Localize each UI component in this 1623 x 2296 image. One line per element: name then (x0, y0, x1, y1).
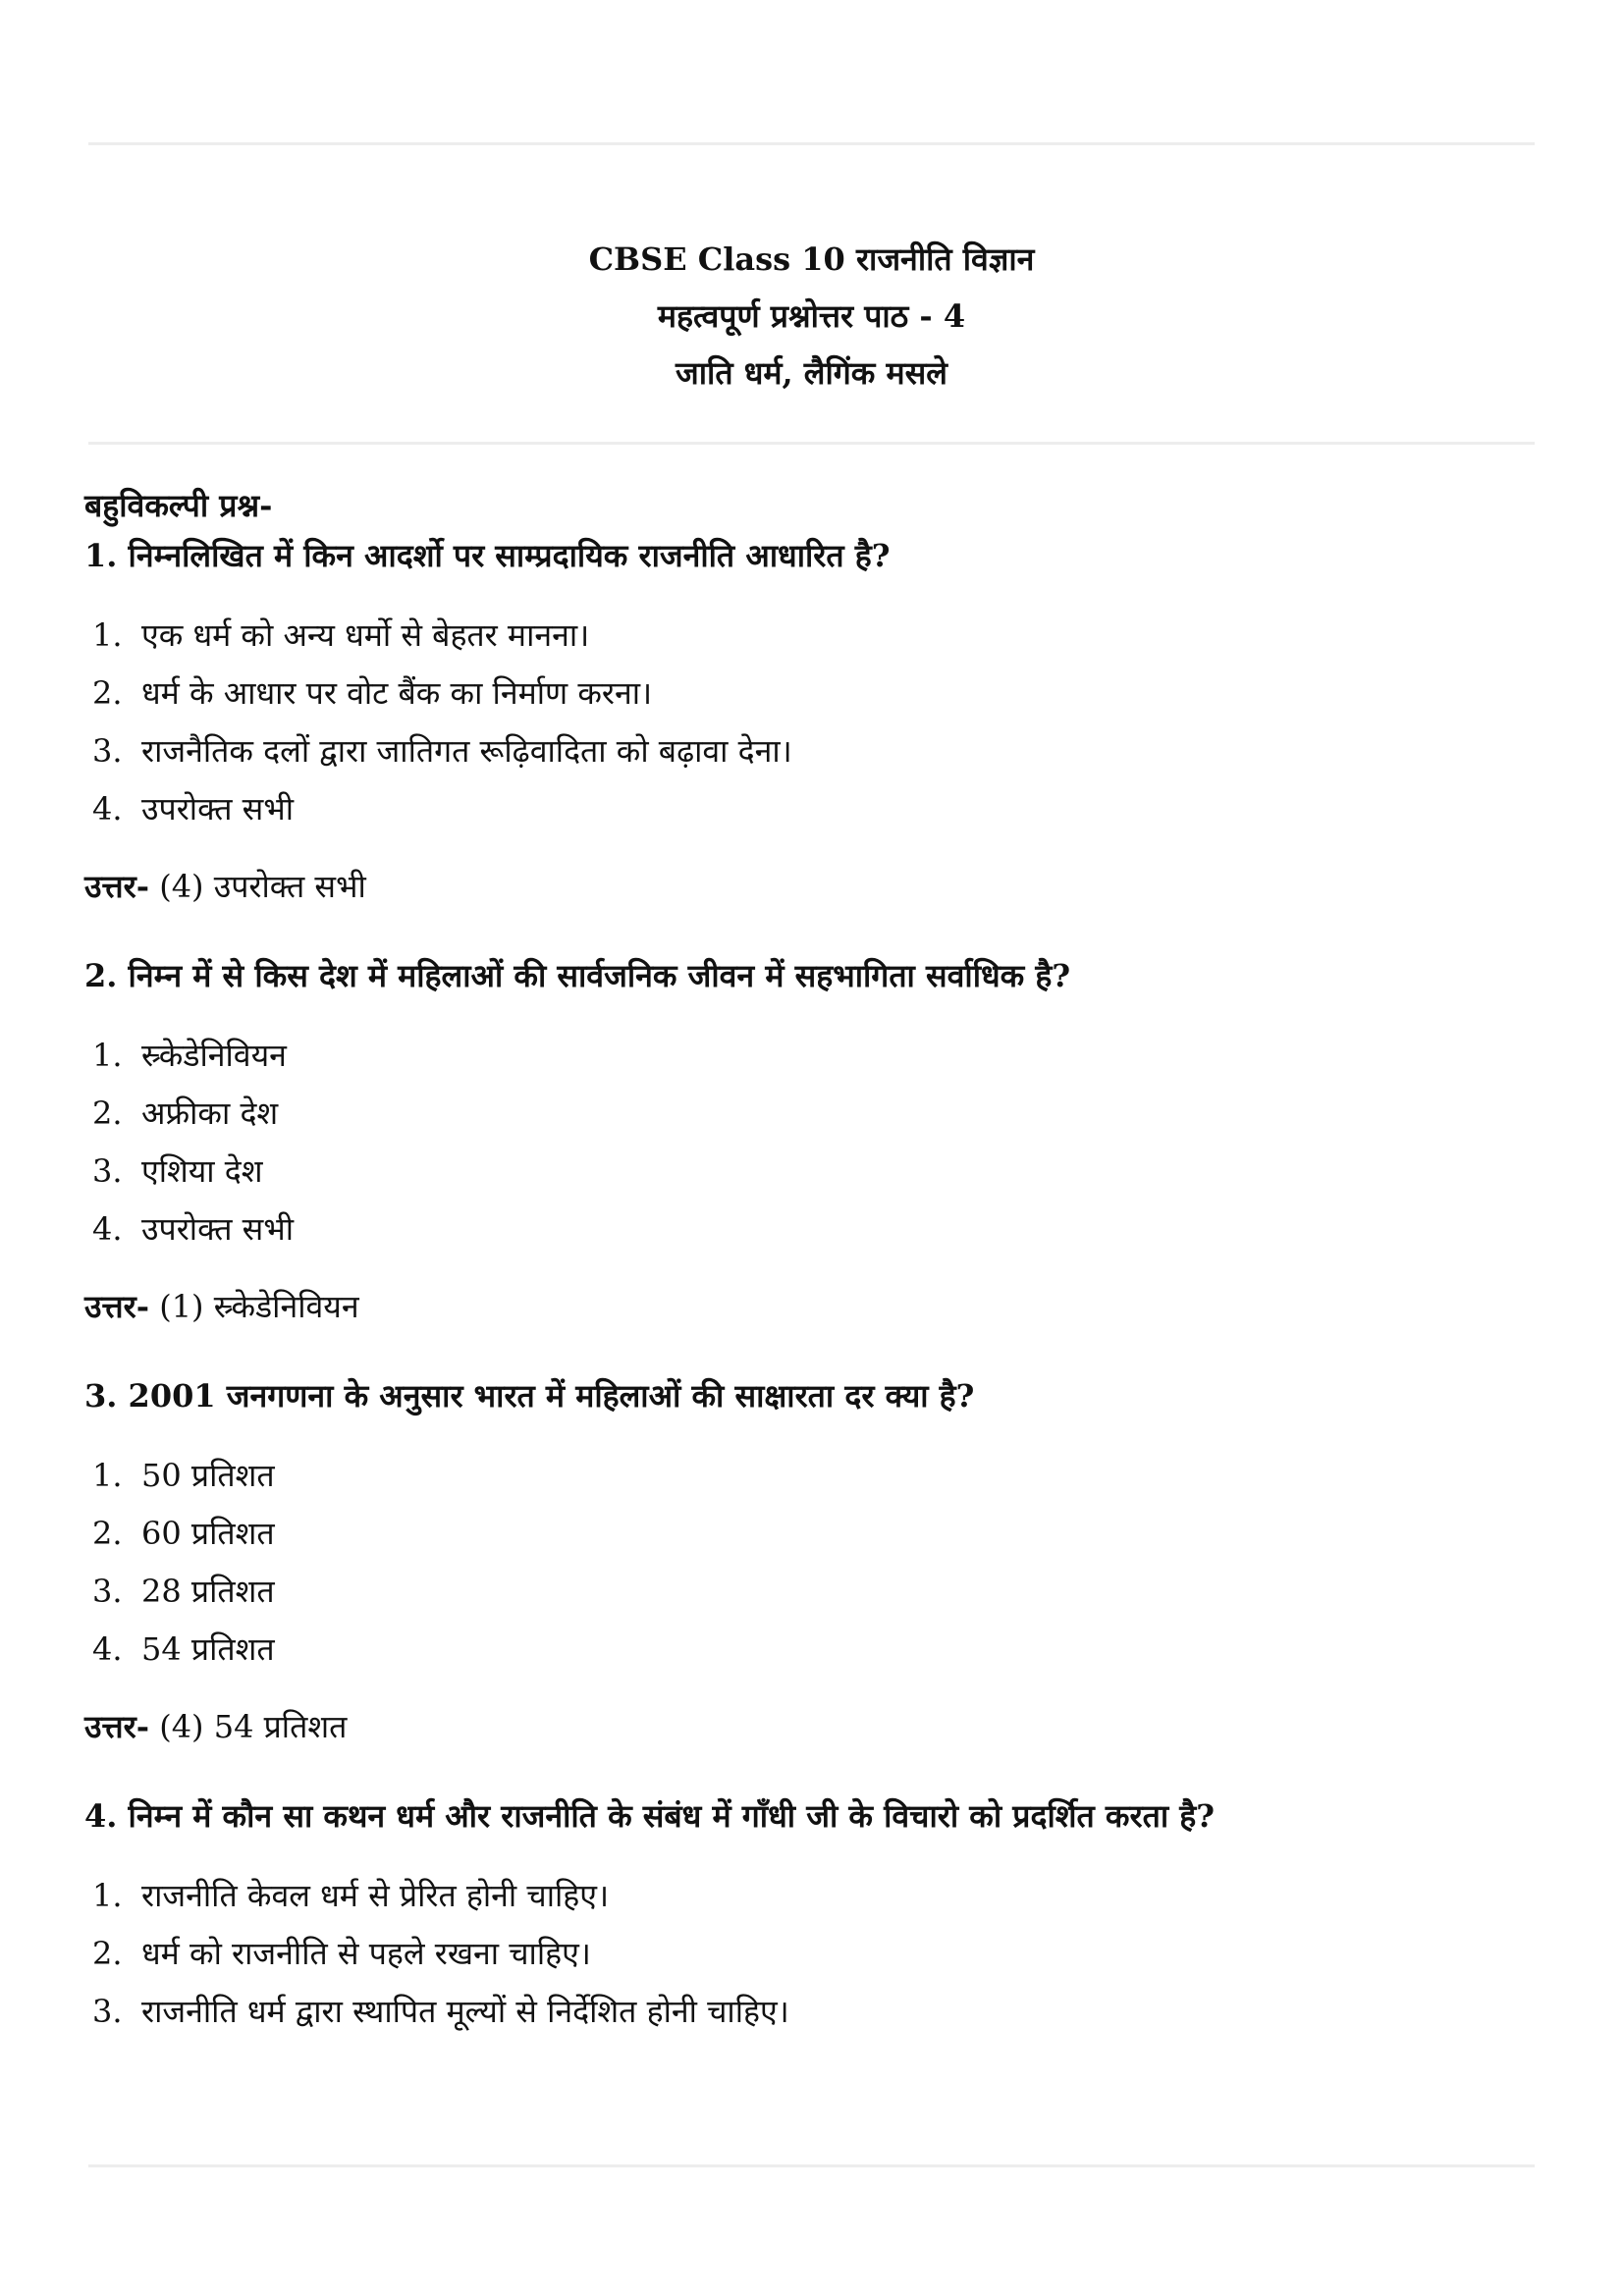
option-number: 2. (92, 674, 123, 712)
option-item (84, 607, 1538, 665)
option-item (84, 1925, 1538, 1983)
option-number: 4. (92, 790, 123, 828)
answer-text: (4) उपरोक्त सभी (149, 868, 366, 905)
answer-line (84, 1282, 1538, 1331)
option-text: उपरोक्त सभी (141, 1210, 295, 1248)
option-text: 54 प्रतिशत (141, 1630, 275, 1668)
option-number: 1. (92, 616, 123, 654)
option-item (84, 1085, 1538, 1143)
question-block (84, 1370, 1538, 1751)
option-text: 50 प्रतिशत (141, 1457, 275, 1494)
option-number: 2. (92, 1515, 123, 1552)
question-text: 4. निम्न में कौन सा कथन धर्म और राजनीति के संबंध में गाँधी जी के विचारो को प्रदर्शित करता है? (84, 1797, 1215, 1835)
header-title: CBSE Class 10 राजनीति विज्ञान (588, 240, 1035, 278)
option-item (84, 665, 1538, 722)
option-text: अफ्रीका देश (141, 1095, 279, 1132)
option-text: राजनैतिक दलों द्वारा जातिगत रूढ़िवादिता को बढ़ावा देना। (141, 732, 792, 770)
option-text: राजनीति धर्म द्वारा स्थापित मूल्यों से निर्देशित होनी चाहिए। (141, 1993, 789, 2030)
option-item (84, 1983, 1538, 2041)
answer-text: (1) स्र्केडेनिवियन (149, 1288, 359, 1325)
question-block (84, 530, 1538, 911)
header-chapter-title: जाति धर्म, लैगिंक मसले (676, 354, 947, 392)
option-text: धर्म को राजनीति से पहले रखना चाहिए। (141, 1935, 591, 1972)
option-text: 28 प्रतिशत (141, 1573, 275, 1610)
questions-container (84, 530, 1538, 2041)
option-number: 2. (92, 1935, 123, 1972)
top-divider (88, 142, 1535, 145)
answer-text: (4) 54 प्रतिशत (149, 1708, 348, 1745)
options-list (84, 607, 1538, 838)
option-text: राजनीति केवल धर्म से प्रेरित होनी चाहिए। (141, 1877, 610, 1914)
header-subtitle: महत्वपूर्ण प्रश्नोत्तर पाठ - 4 (657, 297, 966, 335)
option-text: एक धर्म को अन्य धर्मो से बेहतर मानना। (141, 616, 590, 654)
question-block (84, 950, 1538, 1331)
option-item (84, 1621, 1538, 1679)
option-text: धर्म के आधार पर वोट बैंक का निर्माण करना। (141, 674, 653, 712)
answer-label: उत्तर- (84, 1708, 150, 1745)
option-number: 3. (92, 732, 123, 770)
option-text: एशिया देश (141, 1152, 263, 1190)
option-number: 3. (92, 1152, 123, 1190)
option-number: 4. (92, 1630, 123, 1668)
header-divider (88, 442, 1535, 445)
option-item (84, 1027, 1538, 1085)
option-item (84, 1867, 1538, 1925)
document-header (0, 231, 1623, 401)
option-number: 3. (92, 1573, 123, 1610)
section-label: बहुविकल्पी प्रश्न- (84, 487, 273, 524)
options-list (84, 1027, 1538, 1258)
option-text: उपरोक्त सभी (141, 790, 295, 828)
question-text: 3. 2001 जनगणना के अनुसार भारत में महिलाओं की साक्षारता दर क्या है? (84, 1377, 975, 1415)
options-list (84, 1447, 1538, 1679)
option-number: 1. (92, 1877, 123, 1914)
option-number: 4. (92, 1210, 123, 1248)
answer-label: उत्तर- (84, 1288, 150, 1325)
options-list (84, 1867, 1538, 2041)
option-item (84, 780, 1538, 838)
option-item (84, 1563, 1538, 1621)
option-item (84, 1447, 1538, 1505)
question-list (84, 481, 1538, 2041)
option-number: 3. (92, 1993, 123, 2030)
option-item (84, 1201, 1538, 1258)
option-item (84, 1505, 1538, 1563)
bottom-divider (88, 2164, 1535, 2167)
answer-label: उत्तर- (84, 868, 150, 905)
question-text: 1. निम्नलिखित में किन आदर्शो पर साम्प्रदायिक राजनीति आधारित है? (84, 537, 891, 574)
option-item (84, 1143, 1538, 1201)
option-number: 1. (92, 1457, 123, 1494)
answer-line (84, 862, 1538, 911)
option-text: 60 प्रतिशत (141, 1515, 275, 1552)
option-text: स्र्केडेनिवियन (141, 1037, 287, 1074)
option-number: 2. (92, 1095, 123, 1132)
answer-line (84, 1702, 1538, 1751)
option-number: 1. (92, 1037, 123, 1074)
option-item (84, 722, 1538, 780)
question-block (84, 1790, 1538, 2041)
question-text: 2. निम्न में से किस देश में महिलाओं की सार्वजनिक जीवन में सहभागिता सर्वाधिक है? (84, 957, 1071, 994)
